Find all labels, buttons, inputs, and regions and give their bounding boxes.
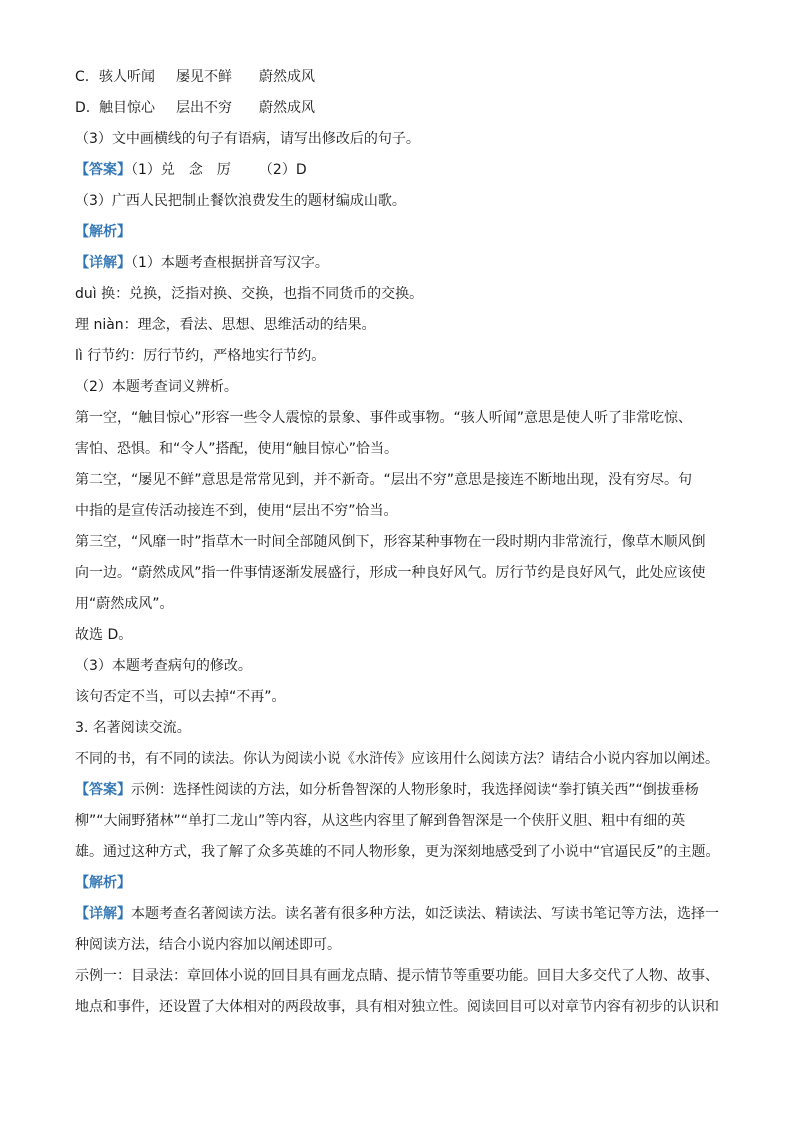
detail-line: 害怕、恐惧。和“令人”搭配，使用“触目惊心”恰当。 [75,441,399,457]
answer-text: （2）D [258,162,307,178]
answer-text: （1）兑 念 厉 [131,162,231,178]
detail-line: lì 行节约：厉行节约，严格地实行节约。 [75,348,326,364]
option-c [75,66,725,88]
option-word: 层出不穷 [176,100,232,116]
option-word: 蔚然成风 [259,100,315,116]
option-label: C. [75,69,90,85]
detail-tag: 【详解】 [75,255,131,271]
answer-tag: 【答案】 [75,782,131,798]
detail-line: 理 niàn：理念，看法、思想、思维活动的结果。 [75,317,376,333]
detail-line: 地点和事件，还设置了大体相对的两段故事，具有相对独立性。阅读回目可以对章节内容有初步的认识和 [75,999,719,1015]
option-d [75,97,725,119]
detail-line [75,903,725,925]
option-word: 骇人听闻 [99,69,155,85]
option-label: D. [75,100,91,116]
detail-line: 用“蔚然成风”。 [75,596,174,612]
detail-line: duì 换：兑换，泛指对换、交换，也指不同货币的交换。 [75,286,424,302]
detail-line: （3）本题考查病句的修改。 [75,658,252,674]
answer-text: 示例：选择性阅读的方法，如分析鲁智深的人物形象时，我选择阅读“拳打镇关西”“倒拔垂杨 [131,782,699,798]
detail-line: 第一空，“触目惊心”形容一些令人震惊的景象、事件或事物。“骇人听闻”意思是使人听了非常吃惊、 [75,410,693,426]
question-text: 不同的书，有不同的读法。你认为阅读小说《水浒传》应该用什么阅读方法？请结合小说内容加以阐述。 [75,751,719,767]
answer-text: （3）广西人民把制止餐饮浪费发生的题材编成山歌。 [75,193,406,209]
detail-tag: 【详解】 [75,906,131,922]
option-word: 触目惊心 [99,100,155,116]
detail-line: 第三空，“风靡一时”指草木一时间全部随风倒下，形容某种事物在一段时期内非常流行，像草木顺风倒 [75,534,706,550]
detail-line: （2）本题考查词义辨析。 [75,379,238,395]
answer-text: 柳”“大闹野猪林”“单打二龙山”等内容，从这些内容里了解到鲁智深是一个侠肝义胆、粗中有细的英 [75,813,686,829]
detail-line: 故选 D。 [75,627,133,643]
option-word: 蔚然成风 [259,69,315,85]
detail-line [75,252,725,274]
option-word: 屡见不鲜 [176,69,232,85]
answer-block-1 [75,159,725,181]
detail-line: 该句否定不当，可以去掉“不再”。 [75,689,286,705]
answer-block-2 [75,779,725,801]
question-title: 3. 名著阅读交流。 [75,720,191,736]
answer-text: 雄。通过这种方式，我了解了众多英雄的不同人物形象，更为深刻地感受到了小说中“官逼民反”的主题。 [75,844,720,860]
question-3-prompt: （3）文中画横线的句子有语病，请写出修改后的句子。 [75,131,420,147]
detail-line: 第二空，“屡见不鲜”意思是常常见到，并不新奇。“层出不穷”意思是接连不断地出现，没有穷尽。句 [75,472,693,488]
detail-line: 中指的是宣传活动接连不到，使用“层出不穷”恰当。 [75,503,398,519]
analysis-tag: 【解析】 [75,875,131,891]
analysis-tag: 【解析】 [75,224,131,240]
detail-text: 本题考查名著阅读方法。读名著有很多种方法，如泛读法、精读法、写读书笔记等方法，选择一 [131,906,719,922]
detail-line: 示例一：目录法：章回体小说的回目具有画龙点睛、提示情节等重要功能。回目大多交代了人物、故事、 [75,968,719,984]
detail-line: 种阅读方法，结合小说内容加以阐述即可。 [75,937,341,953]
answer-tag: 【答案】 [75,162,131,178]
detail-text: （1）本题考查根据拼音写汉字。 [131,255,329,271]
detail-line: 向一边。“蔚然成风”指一件事情逐渐发展盛行，形成一种良好风气。厉行节约是良好风气，此处应该使 [75,565,706,581]
